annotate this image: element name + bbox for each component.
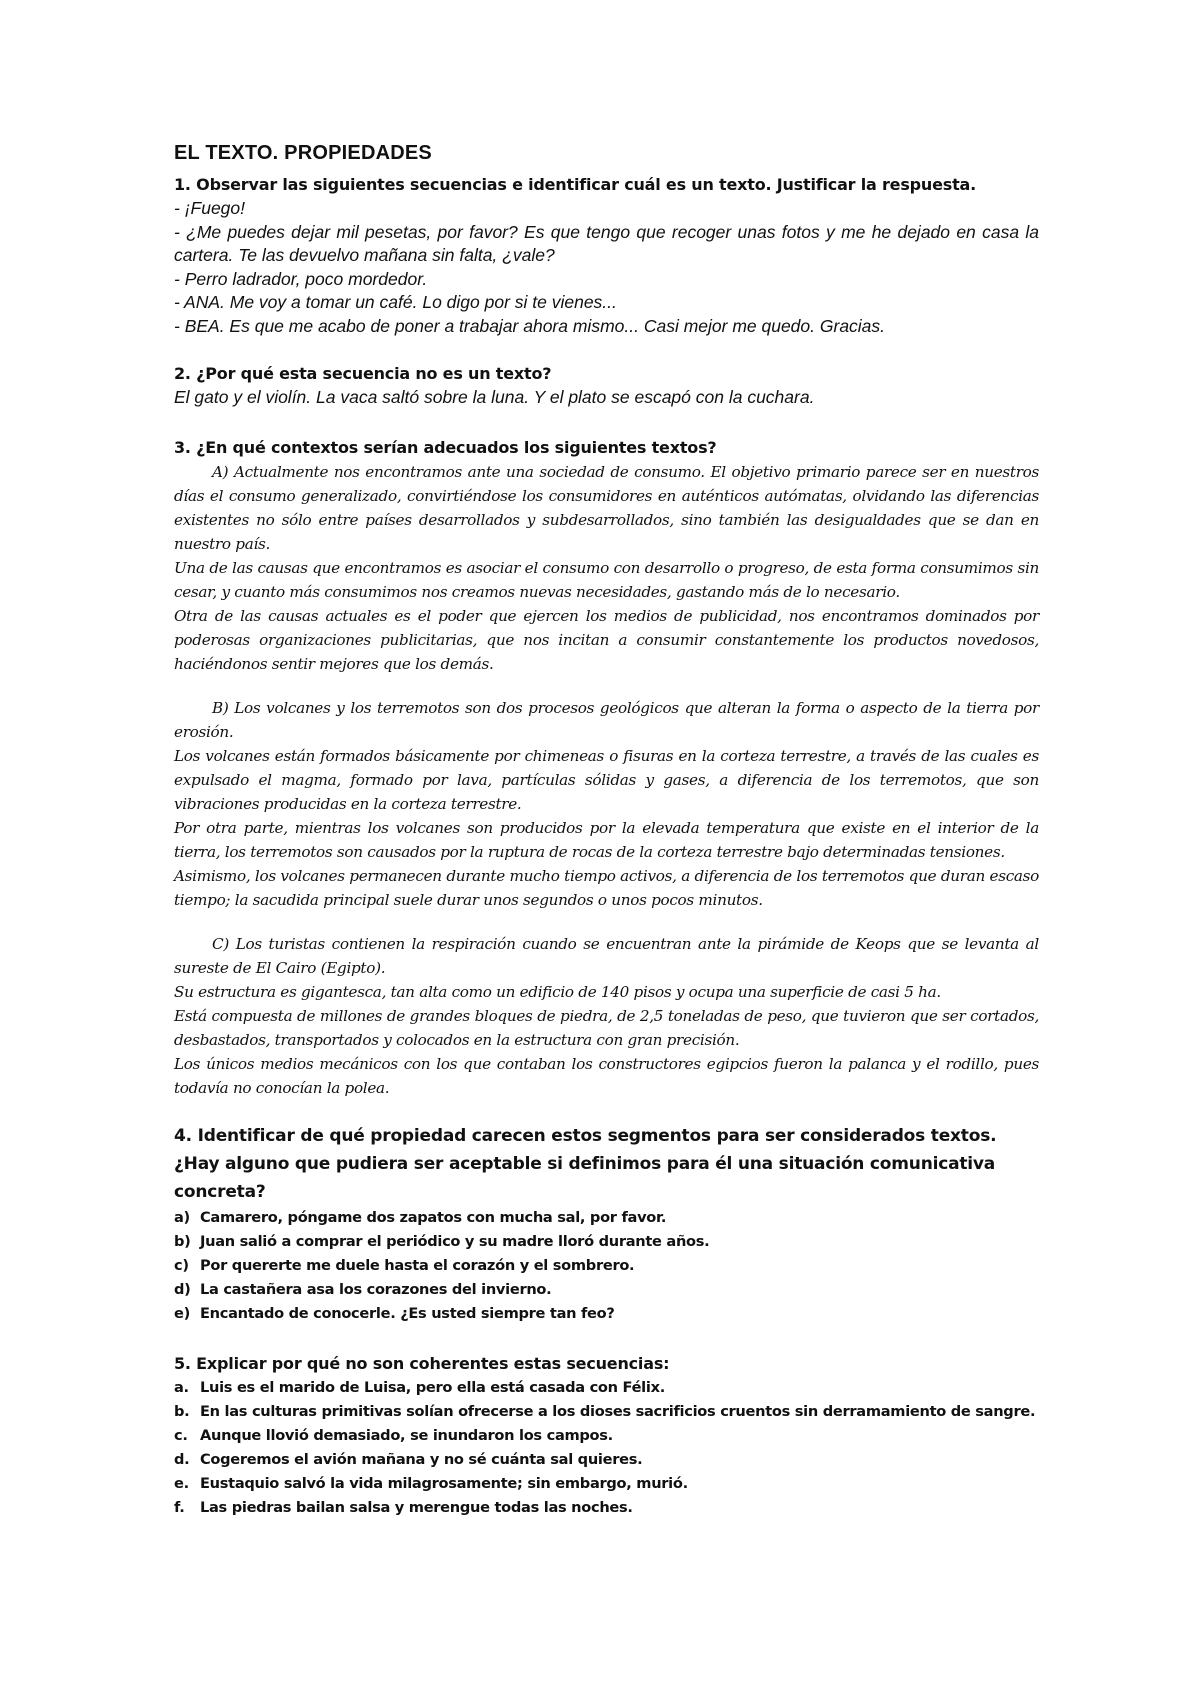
text-b-paragraph: B) Los volcanes y los terremotos son dos procesos geológicos que alteran la forma o aspecto de la tierra por erosión. — [174, 698, 1039, 741]
q1-line: - ANA. Me voy a tomar un café. Lo digo por si te vienes... — [174, 292, 617, 312]
list-item — [174, 1496, 1039, 1520]
list-item-text: Juan salió a comprar el periódico y su madre lloró durante años. — [200, 1232, 710, 1250]
document-page — [174, 142, 1039, 1520]
question-1-heading: 1. Observar las siguientes secuencias e identificar cuál es un texto. Justificar la respuesta. — [174, 175, 976, 194]
list-item-text: Luis es el marido de Luisa, pero ella está casada con Félix. — [200, 1378, 665, 1396]
text-a-paragraph: A) Actualmente nos encontramos ante una sociedad de consumo. El objetivo primario parece ser en nuestros días el consumo generalizado, convirtiéndose los consumidores en auténticos autómatas, olvidando las diferencias existentes no sólo entre países desarrollados y subdesarrollados, sino también las desigualdades que se dan en nuestro país. — [174, 462, 1039, 553]
list-item — [174, 1206, 1039, 1230]
list-item — [174, 1400, 1039, 1424]
text-b-paragraph: Los volcanes están formados básicamente por chimeneas o fisuras en la corteza terrestre, a través de las cuales es expulsado el magma, formado por lava, partículas sólidas y gases, a diferencia de los terremotos, que son vibraciones producidas en la corteza terrestre. — [174, 746, 1039, 813]
text-c-paragraph: C) Los turistas contienen la respiración cuando se encuentran ante la pirámide de Keops que se levanta al sureste de El Cairo (Egipto). — [174, 934, 1039, 977]
document-title: EL TEXTO. PROPIEDADES — [174, 142, 432, 164]
list-item — [174, 1302, 1039, 1326]
list-item — [174, 1472, 1039, 1496]
list-item-text: Aunque llovió demasiado, se inundaron los campos. — [200, 1426, 613, 1444]
list-marker: d. — [174, 1450, 190, 1468]
list-item — [174, 1424, 1039, 1448]
list-marker: e. — [174, 1474, 189, 1492]
q1-line: - ¡Fuego! — [174, 198, 245, 218]
list-item-text: Encantado de conocerle. ¿Es usted siempre tan feo? — [200, 1304, 615, 1322]
text-c-paragraph: Su estructura es gigantesca, tan alta como un edificio de 140 pisos y ocupa una superficie de casi 5 ha. — [174, 982, 941, 1001]
list-marker: e) — [174, 1304, 190, 1322]
list-item-text: Camarero, póngame dos zapatos con mucha sal, por favor. — [200, 1208, 667, 1226]
text-b-paragraph: Asimismo, los volcanes permanecen durante mucho tiempo activos, a diferencia de los terremotos que duran escaso tiempo; la sacudida principal suele durar unos segundos o unos pocos minutos. — [174, 866, 1039, 909]
q1-line: - Perro ladrador, poco mordedor. — [174, 268, 428, 289]
q1-line: - BEA. Es que me acabo de poner a trabajar ahora mismo... Casi mejor me quedo. Gracias. — [174, 315, 886, 336]
list-item — [174, 1448, 1039, 1472]
question-2-heading: 2. ¿Por qué esta secuencia no es un texto? — [174, 364, 552, 383]
list-marker: b. — [174, 1402, 190, 1420]
list-item-text: La castañera asa los corazones del invierno. — [200, 1280, 552, 1298]
list-marker: c) — [174, 1256, 189, 1274]
q2-sequence: El gato y el violín. La vaca saltó sobre la luna. Y el plato se escapó con la cuchara. — [174, 387, 815, 407]
list-item — [174, 1254, 1039, 1278]
list-marker: a. — [174, 1378, 189, 1396]
list-item-text: Eustaquio salvó la vida milagrosamente; sin embargo, murió. — [200, 1474, 688, 1492]
question-4-heading: 4. Identificar de qué propiedad carecen estos segmentos para ser considerados textos. ¿Hay alguno que pudiera ser aceptable si definimos para él una situación comunicativa concreta? — [174, 1125, 997, 1202]
list-marker: c. — [174, 1426, 188, 1444]
list-item-text: Las piedras bailan salsa y merengue todas las noches. — [200, 1498, 633, 1516]
list-marker: f. — [174, 1498, 185, 1516]
list-item-text: En las culturas primitivas solían ofrecerse a los dioses sacrificios cruentos sin derramamiento de sangre. — [200, 1402, 1036, 1420]
list-item-text: Por quererte me duele hasta el corazón y el sombrero. — [200, 1256, 635, 1274]
text-c-paragraph: Está compuesta de millones de grandes bloques de piedra, de 2,5 toneladas de peso, que tuvieron que ser cortados, desbastados, transportados y colocados en la estructura con gran precisión. — [174, 1006, 1039, 1049]
list-item — [174, 1230, 1039, 1254]
list-item-text: Cogeremos el avión mañana y no sé cuánta sal quieres. — [200, 1450, 643, 1468]
question-5-heading: 5. Explicar por qué no son coherentes estas secuencias: — [174, 1353, 670, 1373]
q1-line: - ¿Me puedes dejar mil pesetas, por favor? Es que tengo que recoger unas fotos y me he dejado en casa la cartera. Te las devuelvo mañana sin falta, ¿vale? — [174, 221, 1039, 265]
question-3-heading: 3. ¿En qué contextos serían adecuados los siguientes textos? — [174, 437, 717, 457]
list-item — [174, 1376, 1039, 1400]
list-item — [174, 1278, 1039, 1302]
text-c-paragraph: Los únicos medios mecánicos con los que contaban los constructores egipcios fueron la palanca y el rodillo, pues todavía no conocían la polea. — [174, 1054, 1039, 1097]
list-marker: b) — [174, 1232, 191, 1250]
text-b-paragraph: Por otra parte, mientras los volcanes son producidos por la elevada temperatura que existe en el interior de la tierra, los terremotos son causados por la ruptura de rocas de la corteza terrestre bajo determinadas tensiones. — [174, 818, 1039, 861]
text-a-paragraph: Otra de las causas actuales es el poder que ejercen los medios de publicidad, nos encontramos dominados por poderosas organizaciones publicitarias, que nos incitan a consumir constantemente los productos novedosos, haciéndonos sentir mejores que los demás. — [174, 606, 1039, 673]
list-marker: a) — [174, 1208, 190, 1226]
list-marker: d) — [174, 1280, 191, 1298]
text-a-paragraph: Una de las causas que encontramos es asociar el consumo con desarrollo o progreso, de esta forma consumimos sin cesar, y cuanto más consumimos nos creamos nuevas necesidades, gastando más de lo necesario. — [174, 558, 1039, 601]
